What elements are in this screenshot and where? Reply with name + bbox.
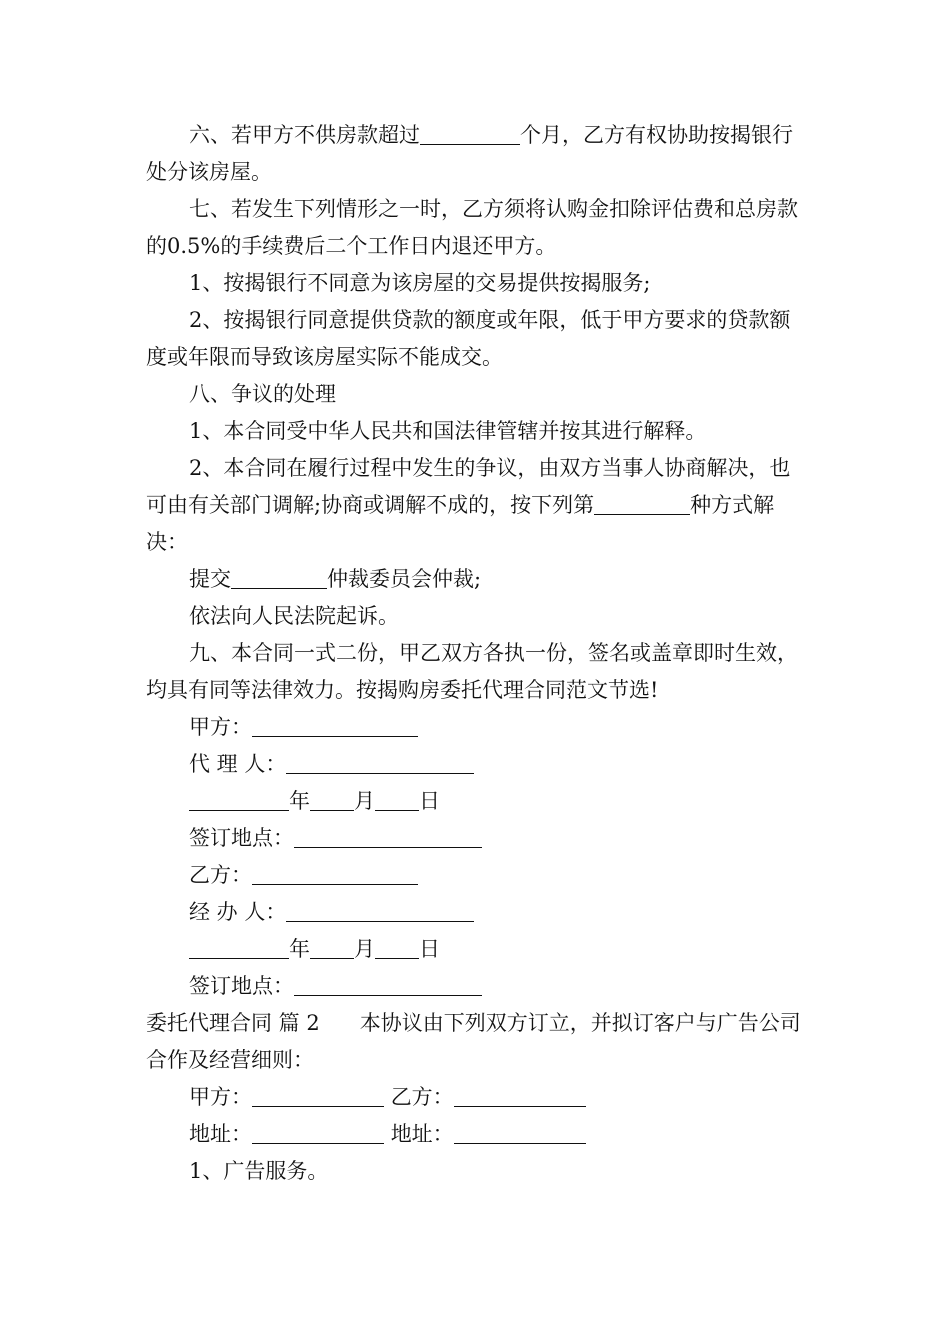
sign-agent-b: 经 办 人： (146, 894, 810, 931)
blank-line (294, 825, 482, 848)
blank-line (294, 973, 482, 996)
section-2-title: 委托代理合同 篇 2 (146, 1011, 320, 1035)
sign-place-a: 签订地点： (146, 820, 810, 857)
blank-line (310, 788, 354, 811)
blank-line (252, 1084, 384, 1107)
blank-line (454, 1121, 586, 1144)
clause-7: 七、若发生下列情形之一时，乙方须将认购金扣除评估费和总房款的0.5%的手续费后二个工作日内退还甲方。 (146, 197, 798, 258)
blank-line (286, 899, 474, 922)
sign-date-b: 年 月 日 (146, 931, 810, 968)
blank-line (420, 122, 520, 145)
clause-8-item-1: 1、本合同受中华人民共和国法律管辖并按其进行解释。 (189, 419, 707, 443)
clause-8-option-2: 依法向人民法院起诉。 (189, 604, 399, 628)
blank-line (252, 1121, 384, 1144)
blank-line (375, 788, 419, 811)
blank-line (252, 714, 418, 737)
clause-9: 九、本合同一式二份，甲乙双方各执一份，签名或盖章即时生效，均具有同等法律效力。按揭购房委托代理合同范文节选! (146, 641, 798, 702)
sign-date-a: 年 月 日 (146, 783, 810, 820)
item-1: 1、广告服务。 (189, 1159, 329, 1183)
document-body (146, 117, 810, 1190)
blank-line (252, 862, 418, 885)
clause-8-heading: 八、争议的处理 (189, 382, 336, 406)
blank-line (375, 936, 419, 959)
blank-line (286, 751, 474, 774)
sign-agent-a: 代 理 人： (146, 746, 810, 783)
party-row: 甲方： 乙方： (146, 1079, 810, 1116)
blank-line (454, 1084, 586, 1107)
clause-8-option-1: 提交 仲裁委员会仲裁; (189, 567, 482, 591)
blank-line (231, 566, 327, 589)
sign-party-b: 乙方： (146, 857, 810, 894)
clause-7-item-1: 1、按揭银行不同意为该房屋的交易提供按揭服务; (189, 271, 651, 295)
address-row: 地址： 地址： (146, 1116, 810, 1153)
section-2-intro: 委托代理合同 篇 2 本协议由下列双方订立，并拟订客户与广告公司合作及经营细则： (146, 1011, 801, 1072)
blank-line (189, 788, 289, 811)
clause-7-item-2: 2、按揭银行同意提供贷款的额度或年限，低于甲方要求的贷款额度或年限而导致该房屋实际不能成交。 (146, 308, 791, 369)
clause-6: 六、若甲方不供房款超过 个月，乙方有权协助按揭银行处分该房屋。 (146, 123, 793, 184)
blank-line (310, 936, 354, 959)
blank-line (189, 936, 289, 959)
blank-line (594, 492, 690, 515)
clause-8-item-2: 2、本合同在履行过程中发生的争议，由双方当事人协商解决，也可由有关部门调解;协商或调解不成的，按下列第 种方式解决： (146, 456, 791, 554)
sign-place-b: 签订地点： (146, 968, 810, 1005)
sign-party-a: 甲方： (146, 709, 810, 746)
